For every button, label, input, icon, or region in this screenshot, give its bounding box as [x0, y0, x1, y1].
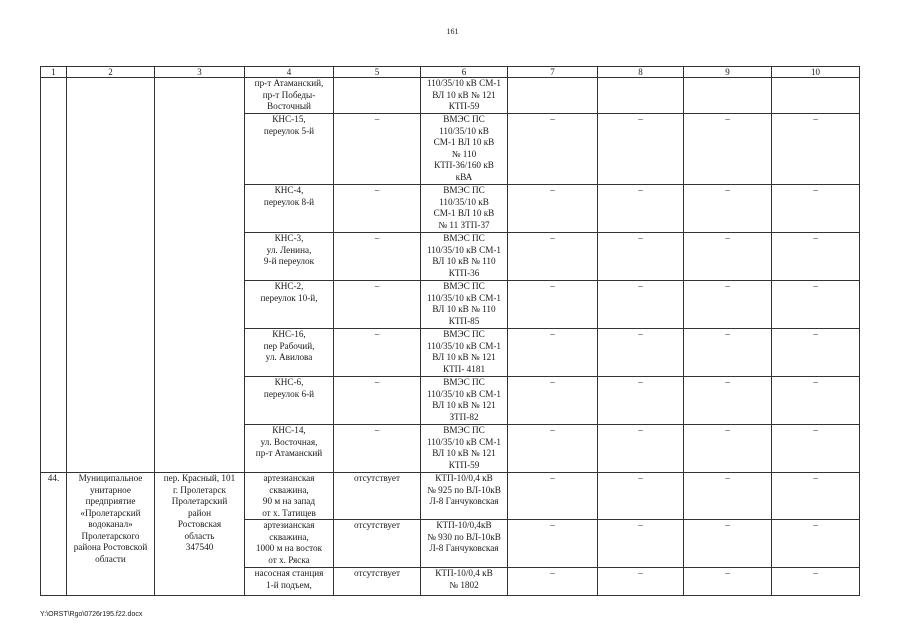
table-cell: КНС-6, переулок 6-й — [245, 377, 334, 425]
table-row — [41, 473, 860, 520]
table-row — [41, 78, 860, 114]
table-cell: отсутствует — [334, 568, 421, 596]
table-cell: – — [598, 114, 684, 185]
table-cell: – — [772, 329, 860, 377]
table-cell: – — [334, 329, 421, 377]
table-cell: – — [508, 114, 598, 185]
table-cell: КТП-10/0,4 кВ № 1802 — [421, 568, 508, 596]
table-cell: – — [598, 281, 684, 329]
table-cell: – — [684, 520, 772, 568]
column-header: 9 — [684, 67, 772, 78]
table-cell: – — [334, 185, 421, 233]
table-cell: – — [508, 568, 598, 596]
organization-address: пер. Красный, 101 г. Пролетарск Пролетарский район Ростовская область 347540 — [155, 473, 245, 596]
table-cell: – — [508, 520, 598, 568]
table-cell: – — [508, 377, 598, 425]
table-cell: – — [684, 281, 772, 329]
table-cell: ВМЭС ПС 110/35/10 кВ СМ-1 ВЛ 10 кВ № 11 ЗТП-37 — [421, 185, 508, 233]
table-cell: ВМЭС ПС 110/35/10 кВ СМ-1 ВЛ 10 кВ № 110 КТП-36/160 кВ кВА — [421, 114, 508, 185]
table-cell: КТП-10/0,4 кВ № 925 по ВЛ-10кВ Л-8 Ганчуковская — [421, 473, 508, 520]
table-cell: – — [598, 329, 684, 377]
table-cell: КНС-14, ул. Восточная, пр-т Атаманский — [245, 425, 334, 473]
table-cell: – — [772, 281, 860, 329]
table-cell: – — [598, 568, 684, 596]
table-cell: КНС-2, переулок 10-й, — [245, 281, 334, 329]
table-cell: – — [684, 425, 772, 473]
entry-number: 44. — [41, 473, 67, 596]
table-cell: ВМЭС ПС 110/35/10 кВ СМ-1 ВЛ 10 кВ № 121 КТП- 4181 — [421, 329, 508, 377]
table-cell: – — [772, 233, 860, 281]
table-cell — [334, 78, 421, 114]
table-cell: артезианская скважина, 90 м на запад от х. Татищев — [245, 473, 334, 520]
table-cell: – — [598, 473, 684, 520]
table-cell: – — [772, 425, 860, 473]
table-cell: – — [334, 281, 421, 329]
table-cell: 110/35/10 кВ СМ-1 ВЛ 10 кВ № 121 КТП-59 — [421, 78, 508, 114]
table-cell — [772, 78, 860, 114]
column-header: 1 — [41, 67, 67, 78]
table-cell — [598, 78, 684, 114]
table-cell: – — [334, 233, 421, 281]
table-cell: – — [508, 425, 598, 473]
table-cell: отсутствует — [334, 520, 421, 568]
table-cell: – — [598, 233, 684, 281]
empty-cell — [41, 78, 67, 473]
table-cell: – — [334, 114, 421, 185]
table-cell: – — [772, 568, 860, 596]
table-cell: – — [598, 520, 684, 568]
table-cell: – — [508, 233, 598, 281]
table-cell: пр-т Атаманский, пр-т Победы- Восточный — [245, 78, 334, 114]
table-cell: – — [508, 185, 598, 233]
table-cell: – — [772, 520, 860, 568]
table-cell: – — [684, 329, 772, 377]
table-cell: КНС-15, переулок 5-й — [245, 114, 334, 185]
column-number-row — [41, 67, 860, 78]
table-cell: артезианская скважина, 1000 м на восток от х. Ряска — [245, 520, 334, 568]
table-cell: отсутствует — [334, 473, 421, 520]
column-header: 2 — [67, 67, 155, 78]
table-cell: – — [508, 473, 598, 520]
table-cell: – — [772, 185, 860, 233]
page-number: 161 — [446, 27, 459, 36]
column-header: 7 — [508, 67, 598, 78]
table-cell: КНС-16, пер Рабочий, ул. Авилова — [245, 329, 334, 377]
table-cell: – — [684, 185, 772, 233]
column-header: 3 — [155, 67, 245, 78]
table-cell: ВМЭС ПС 110/35/10 кВ СМ-1 ВЛ 10 кВ № 110 КТП-85 — [421, 281, 508, 329]
column-header: 5 — [334, 67, 421, 78]
table-cell: – — [772, 377, 860, 425]
table-cell: – — [684, 377, 772, 425]
table-cell: ВМЭС ПС 110/35/10 кВ СМ-1 ВЛ 10 кВ № 110 КТП-36 — [421, 233, 508, 281]
table-cell: – — [598, 425, 684, 473]
column-header: 4 — [245, 67, 334, 78]
table-cell: ВМЭС ПС 110/35/10 кВ СМ-1 ВЛ 10 кВ № 121 КТП-59 — [421, 425, 508, 473]
table-cell: КТП-10/0,4кВ № 930 по ВЛ-10кВ Л-8 Ганчуковская — [421, 520, 508, 568]
table-cell: – — [684, 233, 772, 281]
file-path-footer: Y:\ORST\Rgo\0726r195.f22.docx — [40, 611, 143, 618]
column-header: 10 — [772, 67, 860, 78]
table-cell: – — [772, 473, 860, 520]
table-cell: – — [334, 425, 421, 473]
empty-cell — [155, 78, 245, 473]
table-cell: – — [772, 114, 860, 185]
table-cell: – — [508, 281, 598, 329]
table-cell: – — [598, 377, 684, 425]
document-table — [40, 66, 860, 596]
table-cell: – — [508, 329, 598, 377]
table-cell: ВМЭС ПС 110/35/10 кВ СМ-1 ВЛ 10 кВ № 121 ЗТП-82 — [421, 377, 508, 425]
table-cell: насосная станция 1-й подъем, — [245, 568, 334, 596]
table-cell: КНС-4, переулок 8-й — [245, 185, 334, 233]
table-cell: – — [334, 377, 421, 425]
table-cell: – — [598, 185, 684, 233]
empty-cell — [67, 78, 155, 473]
organization-name: Муниципальное унитарное предприятие «Пролетарский водоканал» Пролетарского района Ростовской области — [67, 473, 155, 596]
table-cell — [508, 78, 598, 114]
table-cell — [684, 78, 772, 114]
table-cell: – — [684, 568, 772, 596]
column-header: 6 — [421, 67, 508, 78]
column-header: 8 — [598, 67, 684, 78]
table-cell: – — [684, 473, 772, 520]
table-cell: КНС-3, ул. Ленина, 9-й переулок — [245, 233, 334, 281]
table-cell: – — [684, 114, 772, 185]
